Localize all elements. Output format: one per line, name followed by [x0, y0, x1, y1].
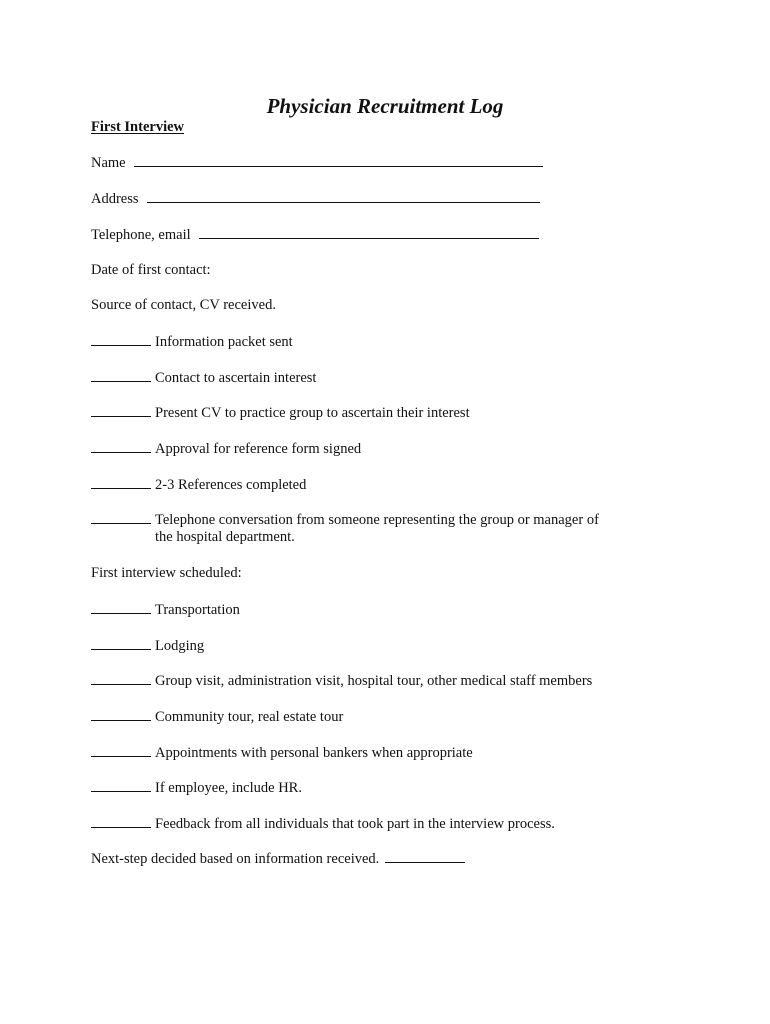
check-blank-line[interactable] [91, 439, 151, 453]
checklist-item [91, 368, 316, 387]
check-blank-line[interactable] [91, 510, 151, 524]
checklist-item-label: Approval for reference form signed [155, 441, 362, 457]
name-label: Name [91, 155, 126, 171]
name-field-row [91, 153, 543, 172]
checklist-item-label: 2-3 References completed [155, 477, 307, 493]
check-blank-line[interactable] [91, 368, 151, 382]
check-blank-line[interactable] [91, 671, 151, 685]
checklist-item-continuation: the hospital department. [155, 529, 295, 545]
check-blank-line[interactable] [91, 332, 151, 346]
check-blank-line[interactable] [91, 707, 151, 721]
check-blank-line[interactable] [91, 636, 151, 650]
page-title: Physician Recruitment Log [266, 94, 504, 118]
checklist-item-label: Feedback from all individuals that took part in the interview process. [155, 816, 555, 832]
checklist-item [91, 332, 293, 351]
check-blank-line[interactable] [91, 475, 151, 489]
checklist-item [91, 403, 470, 422]
checklist-item-label: Telephone conversation from someone representing the group or manager of [155, 512, 599, 528]
checklist-item [91, 671, 592, 690]
name-blank-line[interactable] [134, 153, 543, 167]
check-blank-line[interactable] [91, 403, 151, 417]
section-heading: First Interview [91, 119, 185, 135]
checklist-item [91, 636, 204, 655]
check-blank-line[interactable] [91, 600, 151, 614]
checklist-item [91, 600, 240, 619]
checklist-item [91, 475, 306, 494]
checklist-item-label: Lodging [155, 638, 205, 654]
next-step-label: Next-step decided based on information received. [91, 851, 380, 867]
checklist-item-label: Transportation [155, 602, 240, 618]
check-blank-line[interactable] [91, 743, 151, 757]
telephone-email-blank-line[interactable] [199, 225, 539, 239]
checklist-item-label: Present CV to practice group to ascertain their interest [155, 405, 470, 421]
checklist-item-label: If employee, include HR. [155, 780, 302, 796]
telephone-email-label: Telephone, email [91, 227, 191, 243]
checklist-item [91, 814, 555, 833]
checklist-item-label: Community tour, real estate tour [155, 709, 344, 725]
checklist-item [91, 778, 302, 797]
address-blank-line[interactable] [147, 189, 540, 203]
address-label: Address [91, 191, 139, 207]
check-blank-line[interactable] [91, 814, 151, 828]
check-blank-line[interactable] [91, 778, 151, 792]
checklist-item [91, 510, 599, 529]
source-of-contact: Source of contact, CV received. [91, 297, 276, 313]
next-step-row [91, 849, 465, 868]
next-step-blank-line[interactable] [385, 849, 465, 863]
date-of-first-contact: Date of first contact: [91, 262, 211, 278]
first-interview-scheduled: First interview scheduled: [91, 565, 242, 581]
checklist-item [91, 439, 361, 458]
checklist-item-label: Information packet sent [155, 334, 293, 350]
checklist-item [91, 707, 343, 726]
checklist-item-label: Group visit, administration visit, hospital tour, other medical staff members [155, 673, 593, 689]
address-field-row [91, 189, 540, 208]
checklist-item-label: Appointments with personal bankers when appropriate [155, 745, 473, 761]
checklist-item [91, 743, 473, 762]
checklist-item-label: Contact to ascertain interest [155, 370, 317, 386]
telephone-email-field-row [91, 225, 539, 244]
